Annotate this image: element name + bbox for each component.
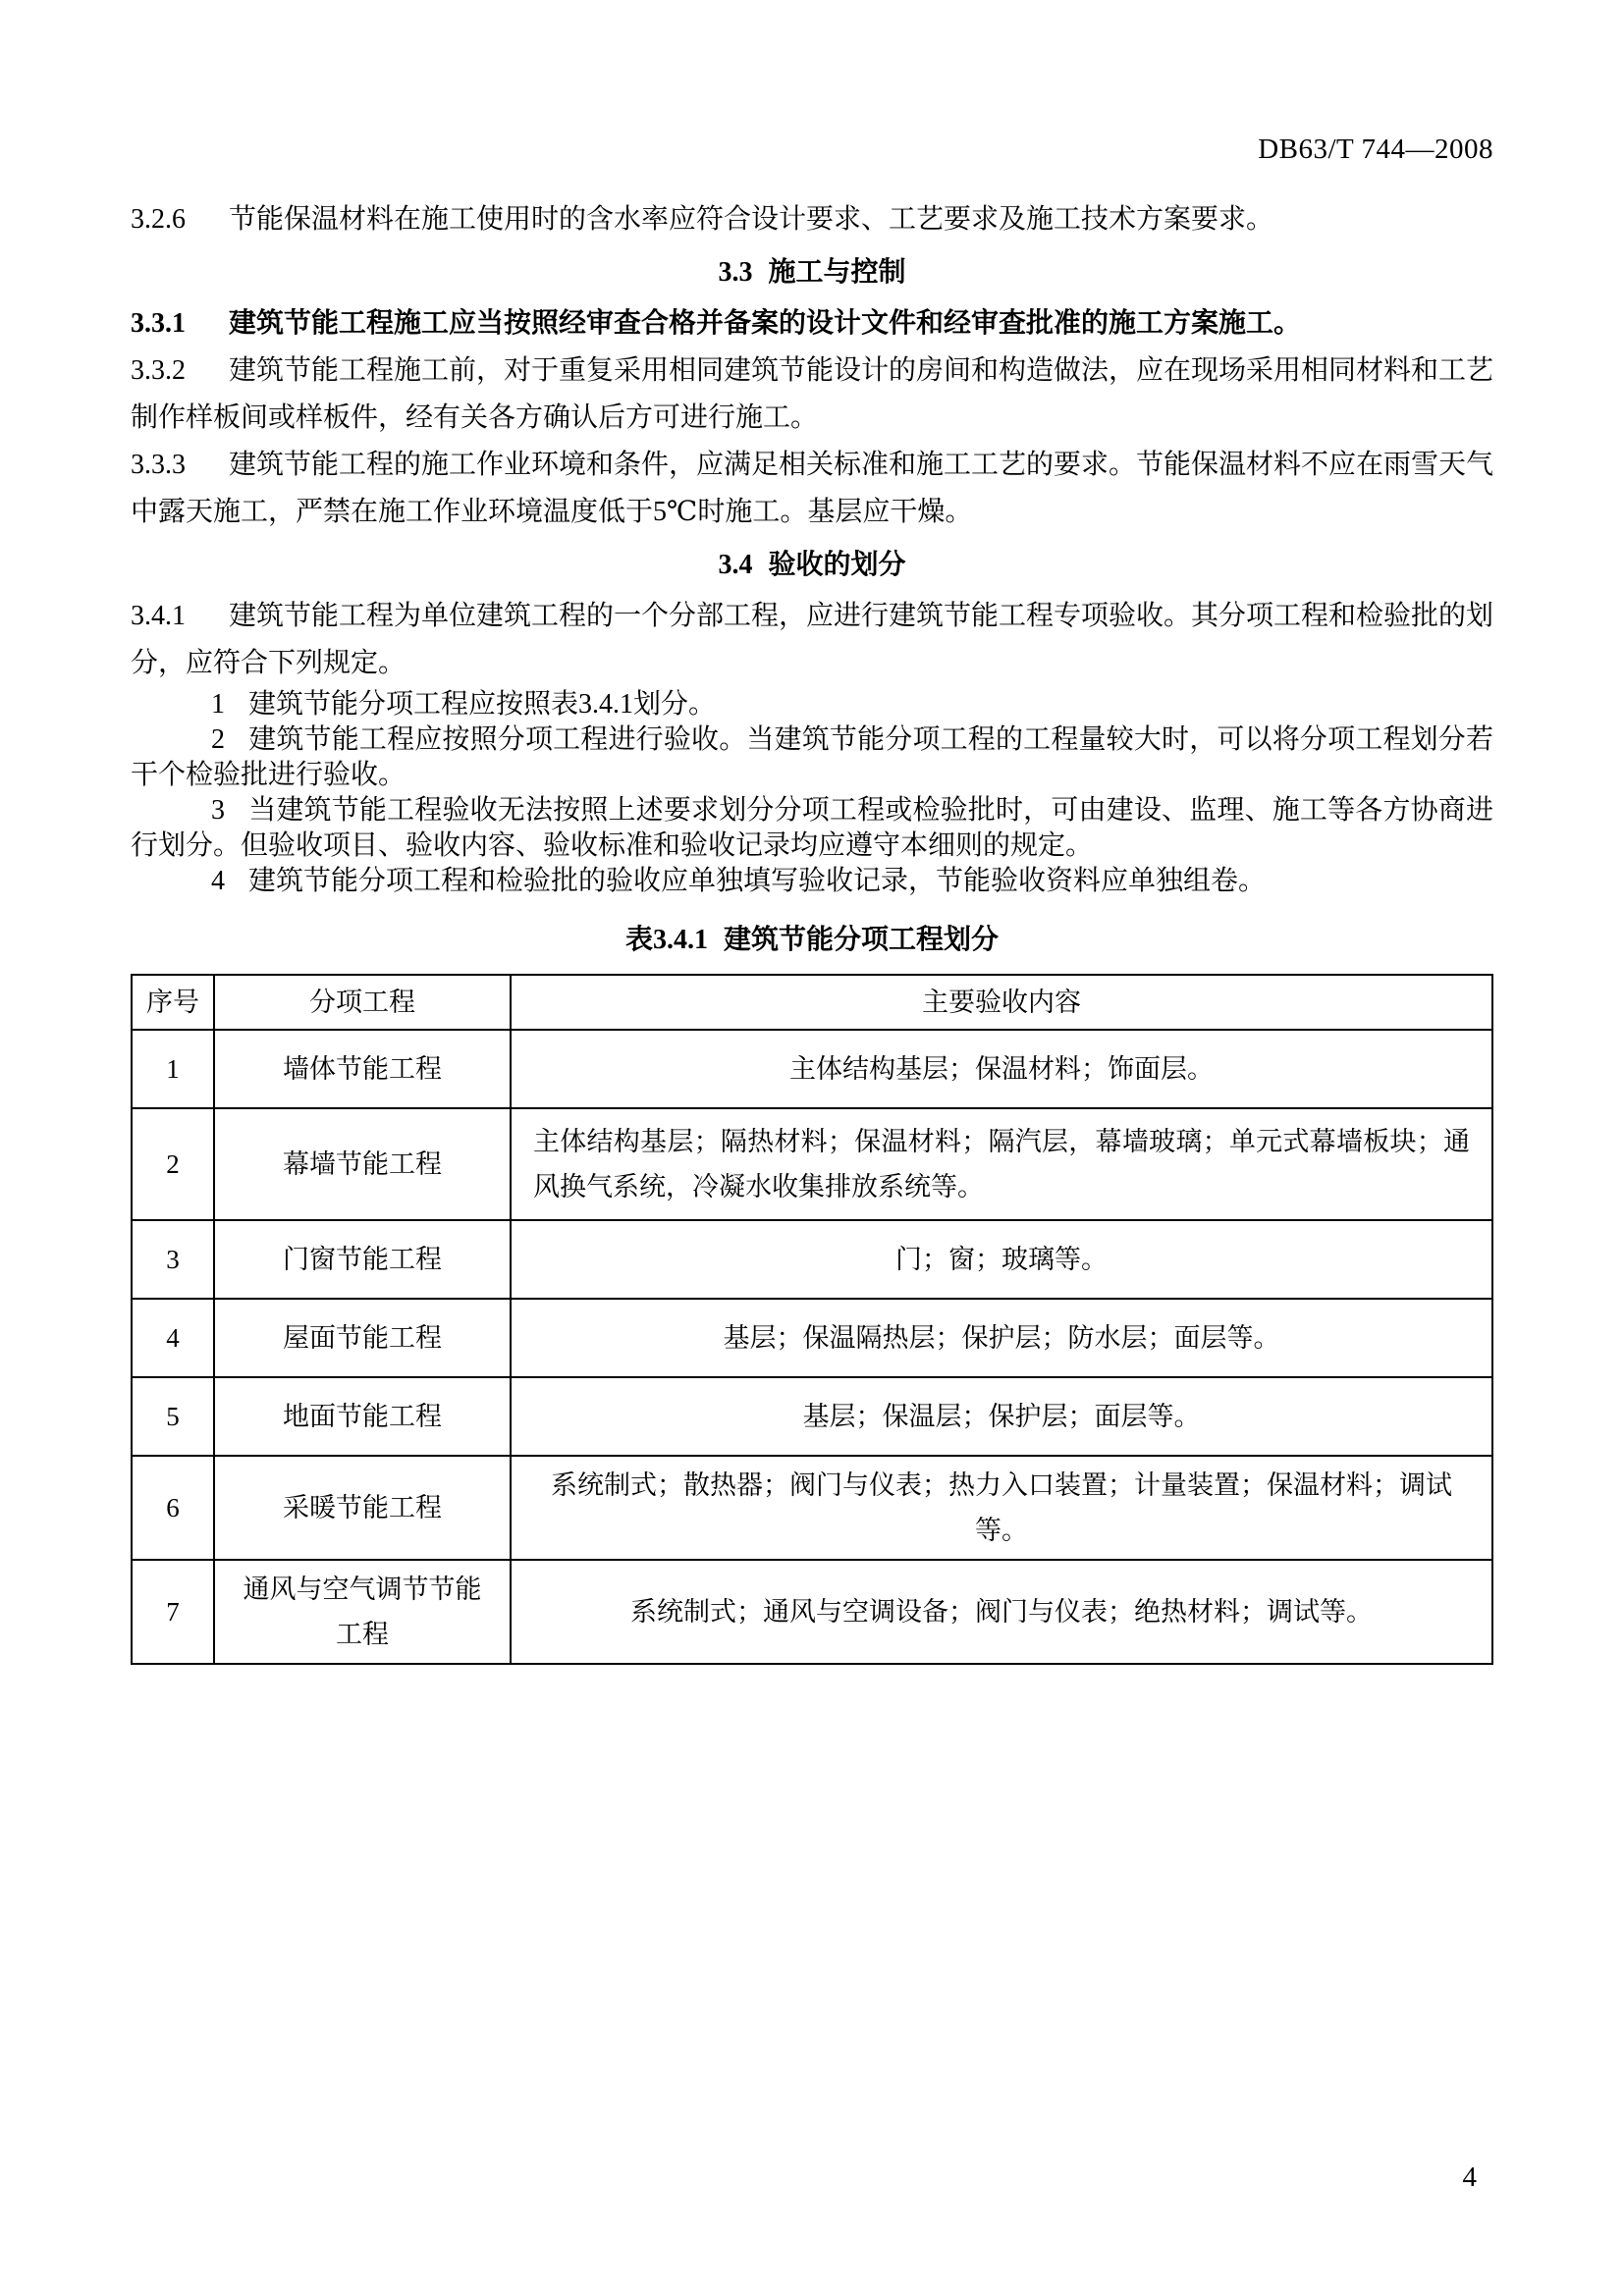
clause-text: 建筑节能工程的施工作业环境和条件，应满足相关标准和施工工艺的要求。节能保温材料不应在雨雪天气中露天施工，严禁在施工作业环境温度低于5℃时施工。基层应干燥。 [131,450,1494,527]
clause-3-3-1 [131,300,1493,347]
document-body [131,196,1493,1665]
heading-number: 3.3 [718,257,753,288]
cell-project: 幕墙节能工程 [214,1108,511,1220]
column-header-project: 分项工程 [214,975,511,1030]
clause-text: 建筑节能工程施工前，对于重复采用相同建筑节能设计的房间和构造做法，应在现场采用相同材料和工艺制作样板间或样板件，经有关各方确认后方可进行施工。 [131,355,1494,433]
cell-no: 6 [132,1456,214,1560]
list-item-3 [131,793,1493,864]
page-number: 4 [1462,2162,1477,2193]
cell-content: 系统制式；通风与空调设备；阀门与仪表；绝热材料；调试等。 [511,1560,1492,1664]
list-item-text: 建筑节能工程应按照分项工程进行验收。当建筑节能分项工程的工程量较大时，可以将分项工程划分若干个检验批进行验收。 [131,724,1493,790]
table-row-7 [132,1560,1492,1664]
cell-no: 5 [132,1377,214,1456]
clause-3-2-6 [131,196,1493,243]
list-item-2 [131,722,1493,793]
cell-content: 基层；保温隔热层；保护层；防水层；面层等。 [511,1299,1492,1377]
list-item-number: 4 [211,866,225,896]
document-header [131,130,1493,169]
list-item-4 [131,864,1493,899]
cell-project: 屋面节能工程 [214,1299,511,1377]
table-row-1 [132,1030,1492,1108]
clause-text: 节能保温材料在施工使用时的含水率应符合设计要求、工艺要求及施工技术方案要求。 [229,204,1274,235]
cell-project: 采暖节能工程 [214,1456,511,1560]
table-row-5 [132,1377,1492,1456]
heading-title: 验收的划分 [768,550,906,580]
table-row-2 [132,1108,1492,1220]
clause-text: 建筑节能工程为单位建筑工程的一个分部工程，应进行建筑节能工程专项验收。其分项工程和检验批的划分，应符合下列规定。 [131,601,1494,678]
cell-project: 门窗节能工程 [214,1220,511,1299]
cell-content: 门；窗；玻璃等。 [511,1220,1492,1299]
clause-number: 3.2.6 [131,204,186,235]
list-item-number: 3 [211,795,225,826]
clause-3-3-2 [131,347,1493,442]
table-caption-title: 建筑节能分项工程划分 [724,925,1000,955]
cell-project: 通风与空气调节节能工程 [214,1560,511,1664]
cell-content: 主体结构基层；隔热材料；保温材料；隔汽层，幕墙玻璃；单元式幕墙板块；通风换气系统，冷凝水收集排放系统等。 [511,1108,1492,1220]
clause-number: 3.3.1 [131,308,186,339]
table-row-6 [132,1456,1492,1560]
clause-3-3-3 [131,442,1493,536]
section-heading-3-4 [131,544,1493,587]
cell-content: 主体结构基层；保温材料；饰面层。 [511,1030,1492,1108]
standard-number: DB63/T 744—2008 [1258,133,1493,165]
clause-text: 建筑节能工程施工应当按照经审查合格并备案的设计文件和经审查批准的施工方案施工。 [229,308,1302,339]
section-heading-3-3 [131,251,1493,294]
cell-content: 系统制式；散热器；阀门与仪表；热力入口装置；计量装置；保温材料；调试等。 [511,1456,1492,1560]
cell-no: 4 [132,1299,214,1377]
list-item-number: 2 [211,724,225,755]
clause-number: 3.4.1 [131,601,186,631]
table-header-row [132,975,1492,1030]
heading-number: 3.4 [718,550,753,580]
cell-no: 1 [132,1030,214,1108]
list-item-text: 建筑节能分项工程和检验批的验收应单独填写验收记录，节能验收资料应单独组卷。 [248,866,1267,896]
clause-number: 3.3.3 [131,450,186,480]
list-item-text: 当建筑节能工程验收无法按照上述要求划分分项工程或检验批时，可由建设、监理、施工等各方协商进行划分。但验收项目、验收内容、验收标准和验收记录均应遵守本细则的规定。 [131,795,1493,861]
cell-no: 3 [132,1220,214,1299]
clause-3-4-1 [131,593,1493,687]
table-caption-number: 表3.4.1 [624,925,708,955]
heading-title: 施工与控制 [768,257,906,288]
table-caption [131,921,1493,960]
column-header-no: 序号 [132,975,214,1030]
cell-project: 墙体节能工程 [214,1030,511,1108]
list-item-text: 建筑节能分项工程应按照表3.4.1划分。 [248,689,717,720]
table-row-4 [132,1299,1492,1377]
list-item-1 [131,687,1493,722]
column-header-content: 主要验收内容 [511,975,1492,1030]
list-item-number: 1 [211,689,225,720]
clause-number: 3.3.2 [131,355,186,386]
cell-project: 地面节能工程 [214,1377,511,1456]
cell-content: 基层；保温层；保护层；面层等。 [511,1377,1492,1456]
table-row-3 [132,1220,1492,1299]
cell-no: 7 [132,1560,214,1664]
cell-no: 2 [132,1108,214,1220]
energy-division-table [131,974,1493,1665]
